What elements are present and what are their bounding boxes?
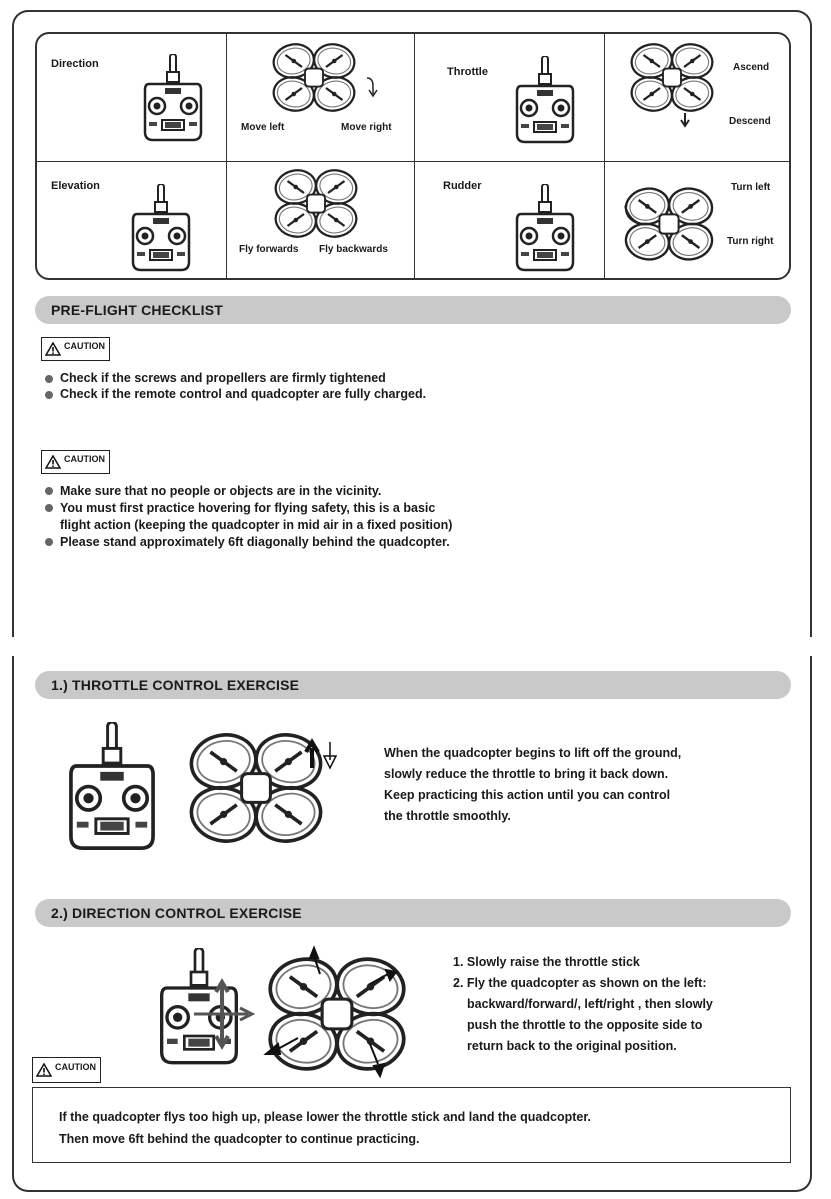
preflight-heading: PRE-FLIGHT CHECKLIST <box>35 296 791 324</box>
remote-icon <box>66 722 158 854</box>
caution-label: CAUTION <box>64 454 105 464</box>
step-item: push the throttle to the opposite side to <box>467 1018 703 1032</box>
list-item: Check if the screws and propellers are firmly tightened <box>45 371 426 387</box>
controls-grid <box>35 32 791 280</box>
rudder-cell <box>415 162 605 280</box>
movement-arrows-icon <box>258 944 418 1080</box>
list-item: Please stand approximately 6ft diagonally behind the quadcopter. <box>45 534 452 551</box>
direction-exercise-heading: 2.) DIRECTION CONTROL EXERCISE <box>35 899 791 927</box>
checklist-2 <box>45 483 452 551</box>
throttle-illustration-cell <box>605 34 791 162</box>
warning-icon <box>45 455 61 469</box>
descend-caption: Descend <box>729 116 771 127</box>
page-gap <box>0 637 831 655</box>
checklist-1 <box>45 371 426 402</box>
move-right-caption: Move right <box>341 122 392 133</box>
list-item: You must first practice hovering for flying safety, this is a basic <box>45 500 452 517</box>
fly-backwards-caption: Fly backwards <box>319 244 388 255</box>
remote-icon <box>515 56 575 146</box>
step-item: 2. Fly the quadcopter as shown on the left: <box>453 976 707 990</box>
quadcopter-icon <box>271 166 361 241</box>
direction-arrows-icon <box>188 980 256 1050</box>
caution-label: CAUTION <box>55 1062 96 1072</box>
throttle-instructions: When the quadcopter begins to lift off the ground, slowly reduce the throttle to bring it back down. Keep practicing this action until you can control the throttle smoothly. <box>384 746 682 823</box>
list-item-continuation: flight action (keeping the quadcopter in mid air in a fixed position) <box>60 518 453 532</box>
warning-icon <box>36 1063 52 1077</box>
caution-note: If the quadcopter flys too high up, please lower the throttle stick and land the quadcopter. Then move 6ft behind the quadcopter to continue practicing. <box>32 1087 791 1163</box>
list-item: Check if the remote control and quadcopter are fully charged. <box>45 387 426 403</box>
turn-arrow-icon <box>363 74 377 98</box>
throttle-cell <box>415 34 605 162</box>
rudder-illustration-cell <box>605 162 791 280</box>
remote-icon <box>131 184 191 274</box>
throttle-exercise-heading: 1.) THROTTLE CONTROL EXERCISE <box>35 671 791 699</box>
caution-label: CAUTION <box>64 341 105 351</box>
down-arrow-icon <box>679 112 691 128</box>
quadcopter-icon <box>627 40 717 115</box>
list-item: Make sure that no people or objects are in the vicinity. <box>45 483 452 500</box>
direction-label: Direction <box>51 58 99 70</box>
rudder-label: Rudder <box>443 180 482 192</box>
direction-steps <box>453 952 713 1057</box>
throttle-label: Throttle <box>447 66 488 78</box>
quadcopter-icon <box>269 40 359 115</box>
warning-icon <box>45 342 61 356</box>
step-item: 1. Slowly raise the throttle stick <box>453 955 640 969</box>
up-down-arrows-icon <box>300 738 344 772</box>
elevation-label: Elevation <box>51 180 100 192</box>
turn-left-caption: Turn left <box>731 182 771 193</box>
elevation-illustration-cell <box>227 162 415 280</box>
fly-forwards-caption: Fly forwards <box>239 244 299 255</box>
direction-illustration-cell <box>227 34 415 162</box>
turn-right-caption: Turn right <box>727 236 774 247</box>
turn-arrow-icon <box>623 204 639 226</box>
caution-badge <box>41 450 110 474</box>
remote-icon <box>515 184 575 274</box>
caution-badge <box>32 1057 101 1083</box>
elevation-cell <box>37 162 227 280</box>
step-item: backward/forward/, left/right , then slowly <box>467 997 713 1011</box>
direction-cell <box>37 34 227 162</box>
move-left-caption: Move left <box>241 122 285 133</box>
remote-icon <box>143 54 203 144</box>
caution-badge <box>41 337 110 361</box>
step-item: return back to the original position. <box>467 1039 677 1053</box>
ascend-caption: Ascend <box>733 62 770 73</box>
